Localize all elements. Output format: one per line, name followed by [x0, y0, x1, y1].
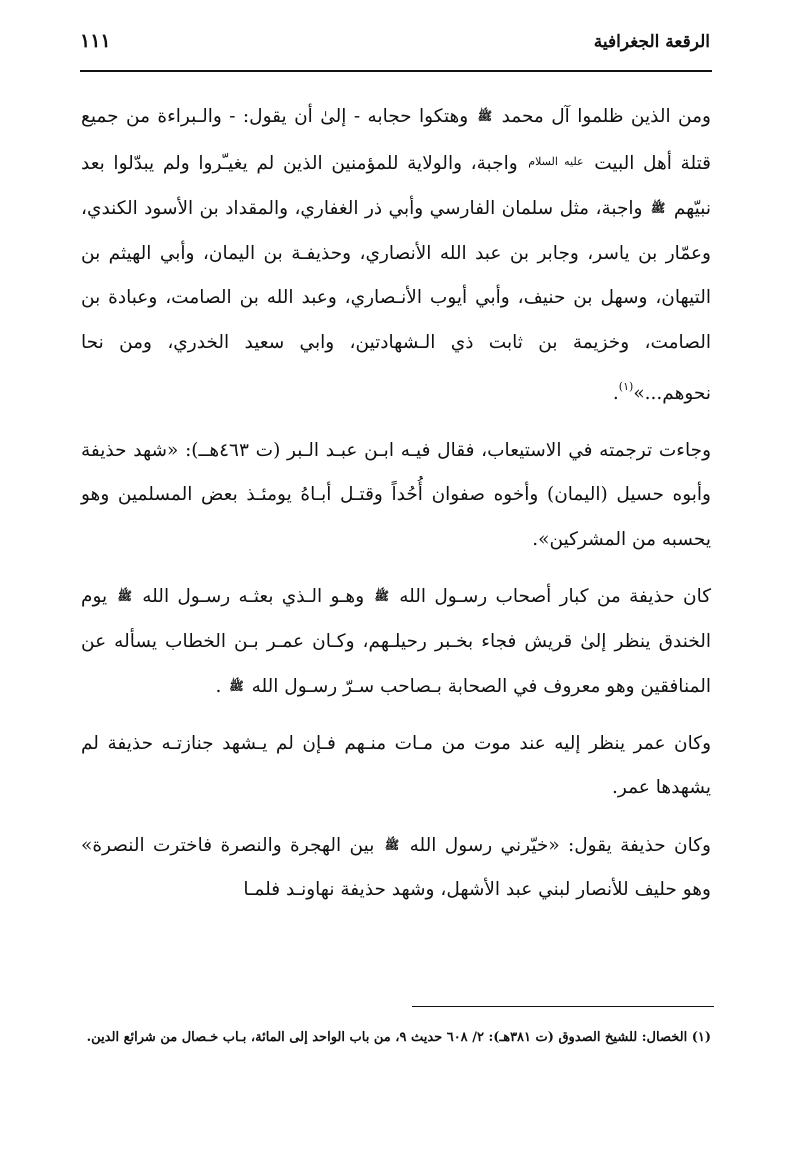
salawat-mark: ﷺ — [374, 589, 389, 603]
paragraph-1-text-a: ومن الذين ظلموا آل محمد — [501, 106, 711, 127]
salawat-mark-ali: عليه السلام — [528, 154, 584, 168]
running-title: الرقعة الجغرافية — [593, 32, 710, 52]
paragraph-3-text-c: يوم الخندق ينظر إلىٰ قريش فجاء بخـبر رحيلـهم، وكـان عمـر بـن الخطاب يسأله عن المنافقين وهو معروف في الصحابة بـصاحب سـرّ رسـول الله — [81, 586, 711, 697]
page-number: ١١١ — [80, 30, 111, 52]
salawat-mark: ﷺ — [384, 837, 400, 852]
paragraph-3-end: . — [215, 676, 222, 697]
running-header — [80, 28, 710, 62]
paragraph-5-text-b: بين الهجرة والنصرة فاخترت النصرة» وهو حليف للأنصار لبني عبد الأشهل، وشهد حذيفة نهاونـد فلمـا — [81, 834, 711, 900]
body-text — [81, 94, 711, 925]
paragraph-3 — [81, 574, 711, 710]
paragraph-5 — [81, 823, 711, 913]
paragraph-1-text-c: واجبة، والولاية للمؤمنين الذين لم يغيـّروا ولم يبدّلوا بعد نبيّهم — [81, 152, 711, 219]
paragraph-5-text-a: وكان حذيفة يقول: «خيّرني رسول الله — [409, 834, 711, 856]
paragraph-3-text-a: كان حذيفة من كبار أصحاب رسـول الله — [399, 586, 712, 607]
paragraph-1-text-b: وهتكوا حجابه - إلىٰ أن يقول: - والـبراءة من جميع قتلة أهل البيت — [81, 106, 711, 174]
paragraph-1-end: . — [612, 383, 619, 404]
salawat-mark: ﷺ — [650, 201, 666, 215]
paragraph-2: وجاءت ترجمته في الاستيعاب، فقال فيـه ابـن عبـد الـبر (ت ٤٦٣هــ): «شهد حذيفة وأبوه حسيل (اليمان) وأخوه صفوان أُحُداً وقتـل أبـاهُ يومئـذ بعض المسلمين وهو يحسبه من المشركين». — [81, 439, 712, 550]
salawat-mark: ﷺ — [117, 589, 132, 603]
footnote-separator — [412, 1006, 714, 1007]
footnote: (١) الخصال: للشيخ الصدوق (ت ٣٨١هـ): ٢/ ٦٠٨ حديث ٩، من باب الواحد إلى المائة، بـاب خـصال من شرائع الدين. — [86, 1030, 711, 1045]
paragraph-1-text-d: واجبة، مثل سلمان الفارسي وأبي ذر الغفاري، والمقداد بن الأسود الكندي، وعمّار بن ياسر، وجابر بن عبد الله الأنصاري، وحذيفـة بن اليمان، وأبي الهيثم بن التيهان، وسهل بن حنيف، وأبي أيوب الأنـصاري، وعبد الله بن الصامت، وعبادة بن الصامت، وخزيمة بن ثابت ذي الـشهادتين، وابي سعيد الخدري، ومن نحا نحوهم...» — [81, 198, 711, 404]
salawat-mark: ﷺ — [477, 109, 493, 123]
header-rule — [80, 70, 712, 72]
paragraph-1 — [81, 94, 711, 417]
salawat-mark: ﷺ — [229, 679, 244, 693]
paragraph-3-text-b: وهـو الـذي بعثـه رسـول الله — [142, 586, 365, 607]
paragraph-4: وكان عمر ينظر إليه عند موت من مـات منـهم فـإن لم يـشهد جنازتـه حذيفة لم يشهدها عمر. — [81, 732, 711, 798]
footnote-reference: (١) — [618, 380, 634, 393]
